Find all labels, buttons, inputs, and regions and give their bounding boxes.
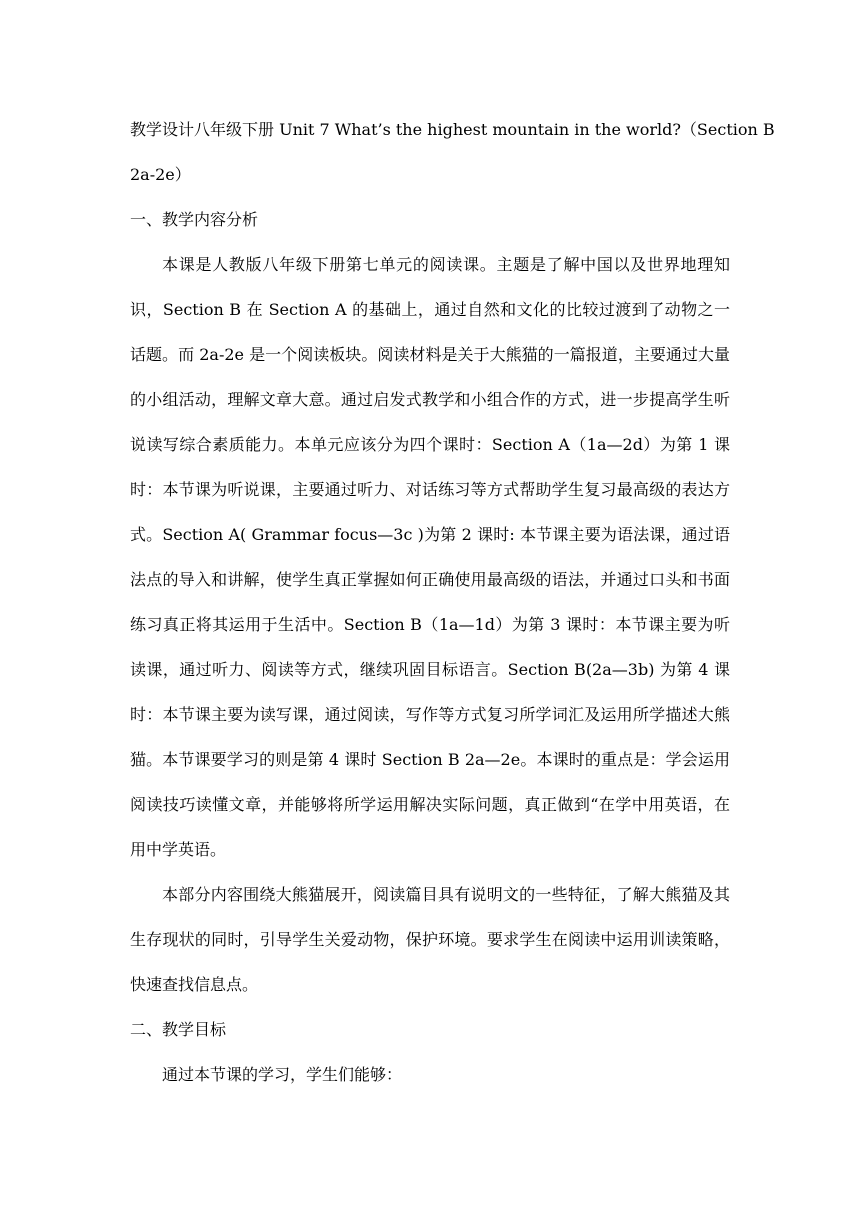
paragraph-content-analysis-2: 本部分内容围绕大熊猫展开，阅读篇目具有说明文的一些特征，了解大熊猫及其生存现状的同时，引导学生关爱动物，保护环境。要求学生在阅读中运用训读策略，快速查找信息点。	[130, 885, 730, 994]
document-page	[130, 107, 775, 1097]
paragraph-content-analysis-1: 本课是人教版八年级下册第七单元的阅读课。主题是了解中国以及世界地理知识，Section B 在 Section A 的基础上，通过自然和文化的比较过渡到了动物之一话题。而 2a-2e 是一个阅读板块。阅读材料是关于大熊猫的一篇报道，主要通过大量的小组活动，理解文章大意。通过启发式教学和小组合作的方式，进一步提高学生听说读写综合素质能力。本单元应该分为四个课时：Section A（1a—2d）为第 1 课时：本节课为听说课，主要通过听力、对话练习等方式帮助学生复习最高级的表达方式。Section A( Grammar focus—3c )为第 2 课时: 本节课主要为语法课，通过语法点的导入和讲解，使学生真正掌握如何正确使用最高级的语法，并通过口头和书面练习真正将其运用于生活中。Section B（1a—1d）为第 3 课时：本节课主要为听读课，通过听力、阅读等方式，继续巩固目标语言。Section B(2a—3b) 为第 4 课时：本节课主要为读写课，通过阅读，写作等方式复习所学词汇及运用所学描述大熊猫。本节课要学习的则是第 4 课时 Section B 2a—2e。本课时的重点是：学会运用阅读技巧读懂文章，并能够将所学运用解决实际问题，真正做到“在学中用英语，在用中学英语。	[130, 255, 730, 859]
document-title-line-2: 2a-2e）	[130, 165, 191, 184]
paragraph-teaching-goals-intro: 通过本节课的学习，学生们能够：	[162, 1065, 403, 1084]
document-title-line-1: 教学设计八年级下册 Unit 7 What’s the highest mountain in the world?（Section B	[130, 120, 775, 139]
section-heading-teaching-goals: 二、教学目标	[130, 1020, 227, 1039]
section-heading-content-analysis: 一、教学内容分析	[130, 210, 259, 229]
